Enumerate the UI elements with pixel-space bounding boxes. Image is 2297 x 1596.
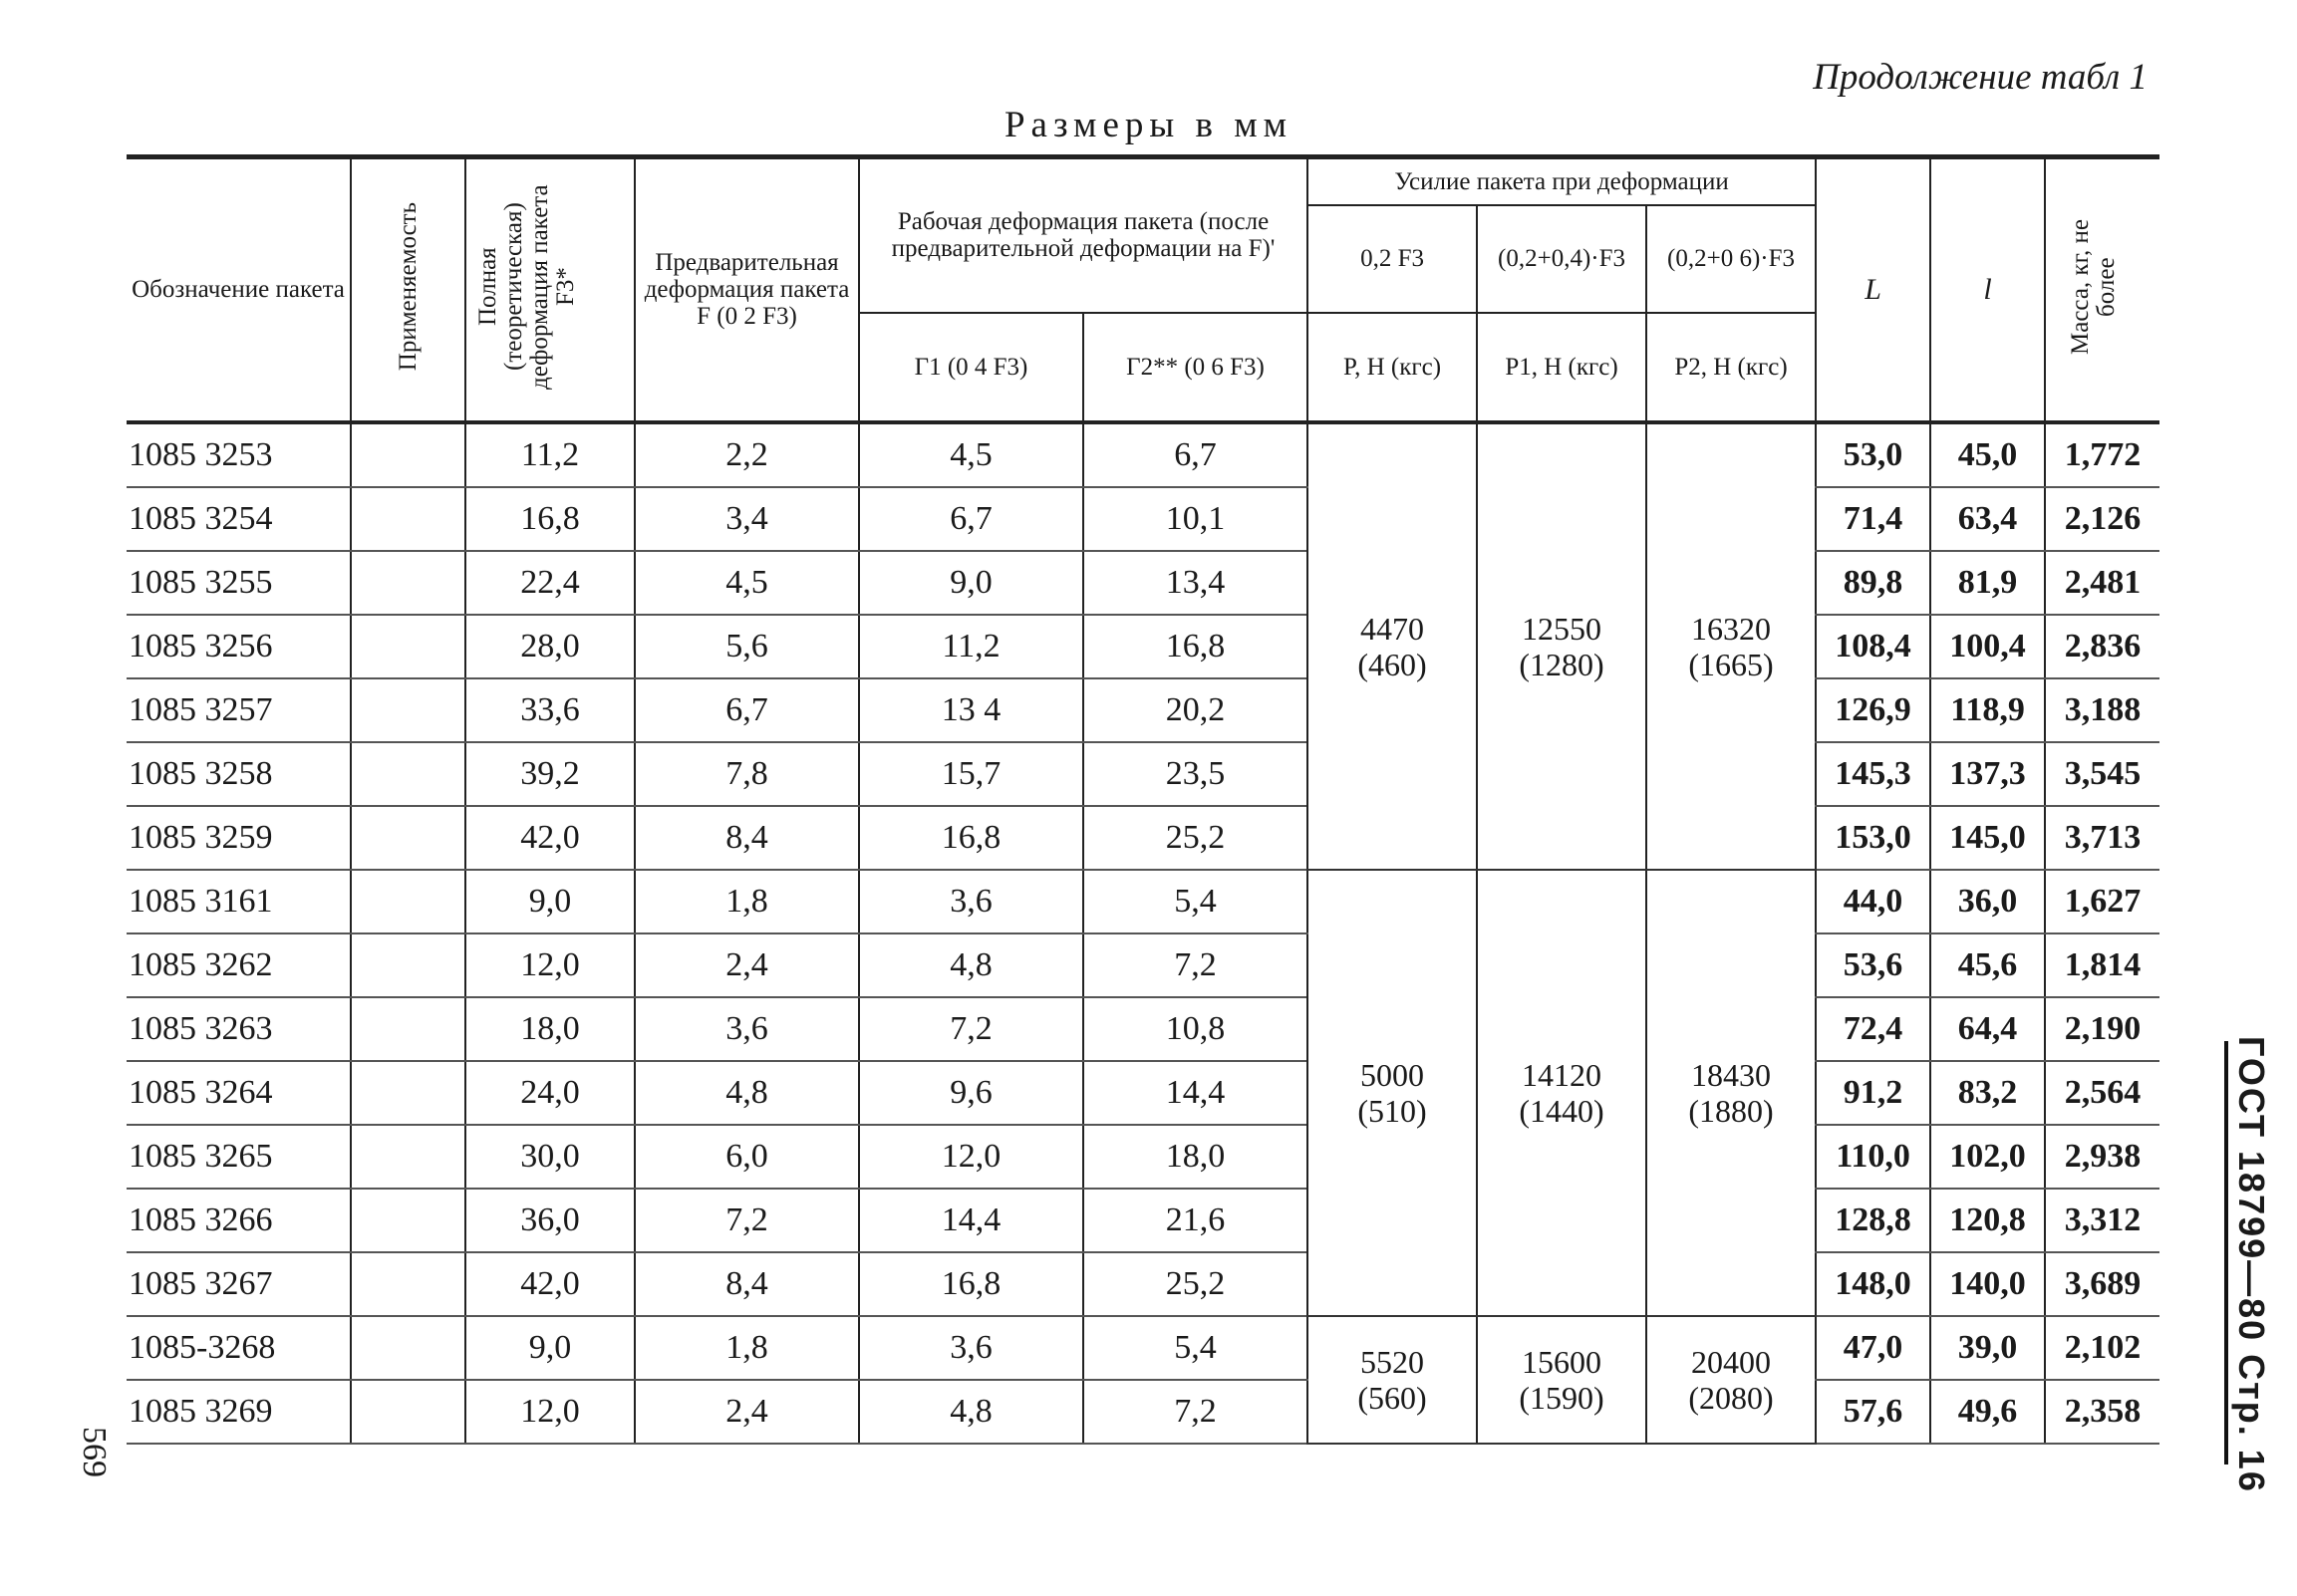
table-row <box>127 551 2159 615</box>
cell-g1: 4,8 <box>859 933 1083 997</box>
cell-g1: 4,8 <box>859 1380 1083 1444</box>
cell-L: 89,8 <box>1816 551 1930 615</box>
cell-g2: 18,0 <box>1083 1125 1307 1189</box>
table-row <box>127 1252 2159 1316</box>
cell-applicability <box>351 933 465 997</box>
table-row <box>127 487 2159 551</box>
header-full-deformation: Полная (теоретическая) деформация пакета F3* <box>465 157 635 422</box>
header-l: l <box>1930 157 2045 422</box>
header-applicability: Применяемость <box>351 157 465 422</box>
cell-designation: 1085 3259 <box>127 806 351 870</box>
header-p1: P1, Н (кгс) <box>1477 313 1646 422</box>
cell-l: 36,0 <box>1930 870 2045 933</box>
cell-L: 71,4 <box>1816 487 1930 551</box>
continuation-label: Продолжение табл 1 <box>1813 57 2148 98</box>
cell-force-p: 5000 (510) <box>1307 870 1477 1316</box>
table-row <box>127 1380 2159 1444</box>
cell-force-p2: 20400 (2080) <box>1646 1316 1816 1444</box>
header-mass: Масса, кг, не более <box>2045 157 2159 422</box>
cell-g1: 16,8 <box>859 1252 1083 1316</box>
cell-force-p: 4470 (460) <box>1307 422 1477 870</box>
cell-g1: 9,0 <box>859 551 1083 615</box>
cell-applicability <box>351 551 465 615</box>
cell-applicability <box>351 422 465 487</box>
cell-l: 63,4 <box>1930 487 2045 551</box>
cell-l: 120,8 <box>1930 1189 2045 1252</box>
cell-pre-deformation: 5,6 <box>635 615 859 678</box>
cell-full-deformation: 11,2 <box>465 422 635 487</box>
cell-mass: 3,188 <box>2045 678 2159 742</box>
table-row <box>127 870 2159 933</box>
cell-mass: 2,190 <box>2045 997 2159 1061</box>
table-row <box>127 422 2159 487</box>
table-row <box>127 933 2159 997</box>
cell-applicability <box>351 806 465 870</box>
cell-full-deformation: 16,8 <box>465 487 635 551</box>
cell-force-p1: 12550 (1280) <box>1477 422 1646 870</box>
cell-pre-deformation: 3,6 <box>635 997 859 1061</box>
cell-g1: 4,5 <box>859 422 1083 487</box>
cell-pre-deformation: 1,8 <box>635 870 859 933</box>
cell-full-deformation: 12,0 <box>465 933 635 997</box>
header-working-group: Рабочая деформация пакета (после предварительной деформации на F)' <box>859 157 1307 313</box>
cell-pre-deformation: 7,2 <box>635 1189 859 1252</box>
cell-g2: 23,5 <box>1083 742 1307 806</box>
cell-g1: 9,6 <box>859 1061 1083 1125</box>
cell-designation: 1085 3254 <box>127 487 351 551</box>
cell-L: 57,6 <box>1816 1380 1930 1444</box>
cell-applicability <box>351 1316 465 1380</box>
cell-g2: 5,4 <box>1083 1316 1307 1380</box>
cell-force-p2: 16320 (1665) <box>1646 422 1816 870</box>
cell-mass: 2,938 <box>2045 1125 2159 1189</box>
cell-mass: 1,627 <box>2045 870 2159 933</box>
cell-mass: 2,481 <box>2045 551 2159 615</box>
table-row <box>127 1061 2159 1125</box>
cell-pre-deformation: 4,8 <box>635 1061 859 1125</box>
cell-designation: 1085 3255 <box>127 551 351 615</box>
cell-pre-deformation: 6,0 <box>635 1125 859 1189</box>
cell-l: 64,4 <box>1930 997 2045 1061</box>
cell-applicability <box>351 1125 465 1189</box>
table-row <box>127 1316 2159 1380</box>
cell-L: 128,8 <box>1816 1189 1930 1252</box>
header-f-02: 0,2 F3 <box>1307 205 1477 313</box>
cell-g2: 25,2 <box>1083 806 1307 870</box>
cell-l: 49,6 <box>1930 1380 2045 1444</box>
header-f-0204: (0,2+0,4)·F3 <box>1477 205 1646 313</box>
cell-L: 72,4 <box>1816 997 1930 1061</box>
cell-designation: 1085 3257 <box>127 678 351 742</box>
header-designation: Обозначение пакета <box>127 157 351 422</box>
cell-mass: 3,689 <box>2045 1252 2159 1316</box>
cell-full-deformation: 9,0 <box>465 870 635 933</box>
header-pre-deformation: Предварительная деформация пакета F (0 2 F3) <box>635 157 859 422</box>
cell-g1: 7,2 <box>859 997 1083 1061</box>
cell-full-deformation: 12,0 <box>465 1380 635 1444</box>
cell-applicability <box>351 1061 465 1125</box>
cell-designation: 1085 3263 <box>127 997 351 1061</box>
cell-l: 39,0 <box>1930 1316 2045 1380</box>
header-p2: P2, Н (кгс) <box>1646 313 1816 422</box>
cell-pre-deformation: 8,4 <box>635 1252 859 1316</box>
cell-designation: 1085-3268 <box>127 1316 351 1380</box>
cell-designation: 1085 3265 <box>127 1125 351 1189</box>
cell-g2: 25,2 <box>1083 1252 1307 1316</box>
cell-applicability <box>351 487 465 551</box>
side-rule <box>2224 1041 2228 1464</box>
table-row <box>127 1189 2159 1252</box>
cell-mass: 2,126 <box>2045 487 2159 551</box>
cell-l: 102,0 <box>1930 1125 2045 1189</box>
cell-mass: 2,358 <box>2045 1380 2159 1444</box>
cell-force-p1: 14120 (1440) <box>1477 870 1646 1316</box>
cell-full-deformation: 18,0 <box>465 997 635 1061</box>
cell-g1: 12,0 <box>859 1125 1083 1189</box>
header-L: L <box>1816 157 1930 422</box>
cell-designation: 1085 3253 <box>127 422 351 487</box>
cell-full-deformation: 30,0 <box>465 1125 635 1189</box>
cell-l: 145,0 <box>1930 806 2045 870</box>
cell-g1: 11,2 <box>859 615 1083 678</box>
cell-full-deformation: 39,2 <box>465 742 635 806</box>
cell-g1: 6,7 <box>859 487 1083 551</box>
cell-applicability <box>351 1252 465 1316</box>
table-row <box>127 806 2159 870</box>
cell-force-p2: 18430 (1880) <box>1646 870 1816 1316</box>
cell-applicability <box>351 997 465 1061</box>
cell-L: 145,3 <box>1816 742 1930 806</box>
cell-g1: 3,6 <box>859 870 1083 933</box>
units-title: Размеры в мм <box>1004 105 1293 145</box>
cell-applicability <box>351 1380 465 1444</box>
cell-g2: 5,4 <box>1083 870 1307 933</box>
cell-full-deformation: 9,0 <box>465 1316 635 1380</box>
cell-mass: 3,312 <box>2045 1189 2159 1252</box>
cell-applicability <box>351 615 465 678</box>
table-row <box>127 615 2159 678</box>
cell-pre-deformation: 1,8 <box>635 1316 859 1380</box>
cell-L: 126,9 <box>1816 678 1930 742</box>
cell-L: 44,0 <box>1816 870 1930 933</box>
cell-l: 45,6 <box>1930 933 2045 997</box>
header-p: P, Н (кгс) <box>1307 313 1477 422</box>
cell-g1: 15,7 <box>859 742 1083 806</box>
cell-mass: 3,713 <box>2045 806 2159 870</box>
cell-mass: 1,814 <box>2045 933 2159 997</box>
cell-designation: 1085 3161 <box>127 870 351 933</box>
cell-g2: 21,6 <box>1083 1189 1307 1252</box>
cell-l: 137,3 <box>1930 742 2045 806</box>
cell-g1: 13 4 <box>859 678 1083 742</box>
cell-L: 153,0 <box>1816 806 1930 870</box>
header-g1: Г1 (0 4 F3) <box>859 313 1083 422</box>
table-row <box>127 678 2159 742</box>
table-row <box>127 997 2159 1061</box>
spring-pack-table <box>127 154 2159 1445</box>
cell-l: 81,9 <box>1930 551 2045 615</box>
cell-force-p: 5520 (560) <box>1307 1316 1477 1444</box>
cell-mass: 2,836 <box>2045 615 2159 678</box>
cell-mass: 3,545 <box>2045 742 2159 806</box>
cell-g2: 20,2 <box>1083 678 1307 742</box>
cell-full-deformation: 36,0 <box>465 1189 635 1252</box>
cell-L: 148,0 <box>1816 1252 1930 1316</box>
cell-designation: 1085 3267 <box>127 1252 351 1316</box>
cell-pre-deformation: 4,5 <box>635 551 859 615</box>
table-body <box>127 422 2159 1444</box>
cell-g2: 10,1 <box>1083 487 1307 551</box>
cell-pre-deformation: 8,4 <box>635 806 859 870</box>
cell-applicability <box>351 1189 465 1252</box>
cell-l: 45,0 <box>1930 422 2045 487</box>
table-row <box>127 1125 2159 1189</box>
cell-g2: 14,4 <box>1083 1061 1307 1125</box>
cell-full-deformation: 22,4 <box>465 551 635 615</box>
cell-pre-deformation: 2,4 <box>635 1380 859 1444</box>
table-row <box>127 742 2159 806</box>
cell-force-p1: 15600 (1590) <box>1477 1316 1646 1444</box>
cell-designation: 1085 3269 <box>127 1380 351 1444</box>
cell-g1: 3,6 <box>859 1316 1083 1380</box>
cell-full-deformation: 42,0 <box>465 806 635 870</box>
cell-designation: 1085 3258 <box>127 742 351 806</box>
cell-designation: 1085 3266 <box>127 1189 351 1252</box>
cell-L: 53,0 <box>1816 422 1930 487</box>
cell-g2: 7,2 <box>1083 933 1307 997</box>
cell-L: 110,0 <box>1816 1125 1930 1189</box>
cell-designation: 1085 3264 <box>127 1061 351 1125</box>
cell-mass: 1,772 <box>2045 422 2159 487</box>
cell-g1: 14,4 <box>859 1189 1083 1252</box>
cell-L: 91,2 <box>1816 1061 1930 1125</box>
cell-applicability <box>351 870 465 933</box>
cell-l: 100,4 <box>1930 615 2045 678</box>
header-g2: Г2** (0 6 F3) <box>1083 313 1307 422</box>
cell-g2: 13,4 <box>1083 551 1307 615</box>
cell-designation: 1085 3256 <box>127 615 351 678</box>
cell-pre-deformation: 7,8 <box>635 742 859 806</box>
cell-pre-deformation: 6,7 <box>635 678 859 742</box>
cell-pre-deformation: 3,4 <box>635 487 859 551</box>
cell-g2: 10,8 <box>1083 997 1307 1061</box>
cell-l: 118,9 <box>1930 678 2045 742</box>
cell-applicability <box>351 678 465 742</box>
cell-mass: 2,102 <box>2045 1316 2159 1380</box>
cell-mass: 2,564 <box>2045 1061 2159 1125</box>
cell-g2: 7,2 <box>1083 1380 1307 1444</box>
cell-full-deformation: 42,0 <box>465 1252 635 1316</box>
cell-pre-deformation: 2,2 <box>635 422 859 487</box>
cell-applicability <box>351 742 465 806</box>
cell-L: 53,6 <box>1816 933 1930 997</box>
cell-pre-deformation: 2,4 <box>635 933 859 997</box>
cell-g2: 16,8 <box>1083 615 1307 678</box>
cell-l: 140,0 <box>1930 1252 2045 1316</box>
cell-full-deformation: 24,0 <box>465 1061 635 1125</box>
cell-l: 83,2 <box>1930 1061 2045 1125</box>
cell-designation: 1085 3262 <box>127 933 351 997</box>
cell-full-deformation: 33,6 <box>465 678 635 742</box>
cell-full-deformation: 28,0 <box>465 615 635 678</box>
cell-L: 108,4 <box>1816 615 1930 678</box>
header-force-group: Усилие пакета при деформации <box>1307 157 1816 205</box>
cell-g1: 16,8 <box>859 806 1083 870</box>
page-number: 569 <box>76 1427 113 1477</box>
header-f-0206: (0,2+0 6)·F3 <box>1646 205 1816 313</box>
side-title: ГОСТ 18799—80 Стр. 16 <box>2231 1036 2272 1493</box>
cell-g2: 6,7 <box>1083 422 1307 487</box>
cell-L: 47,0 <box>1816 1316 1930 1380</box>
